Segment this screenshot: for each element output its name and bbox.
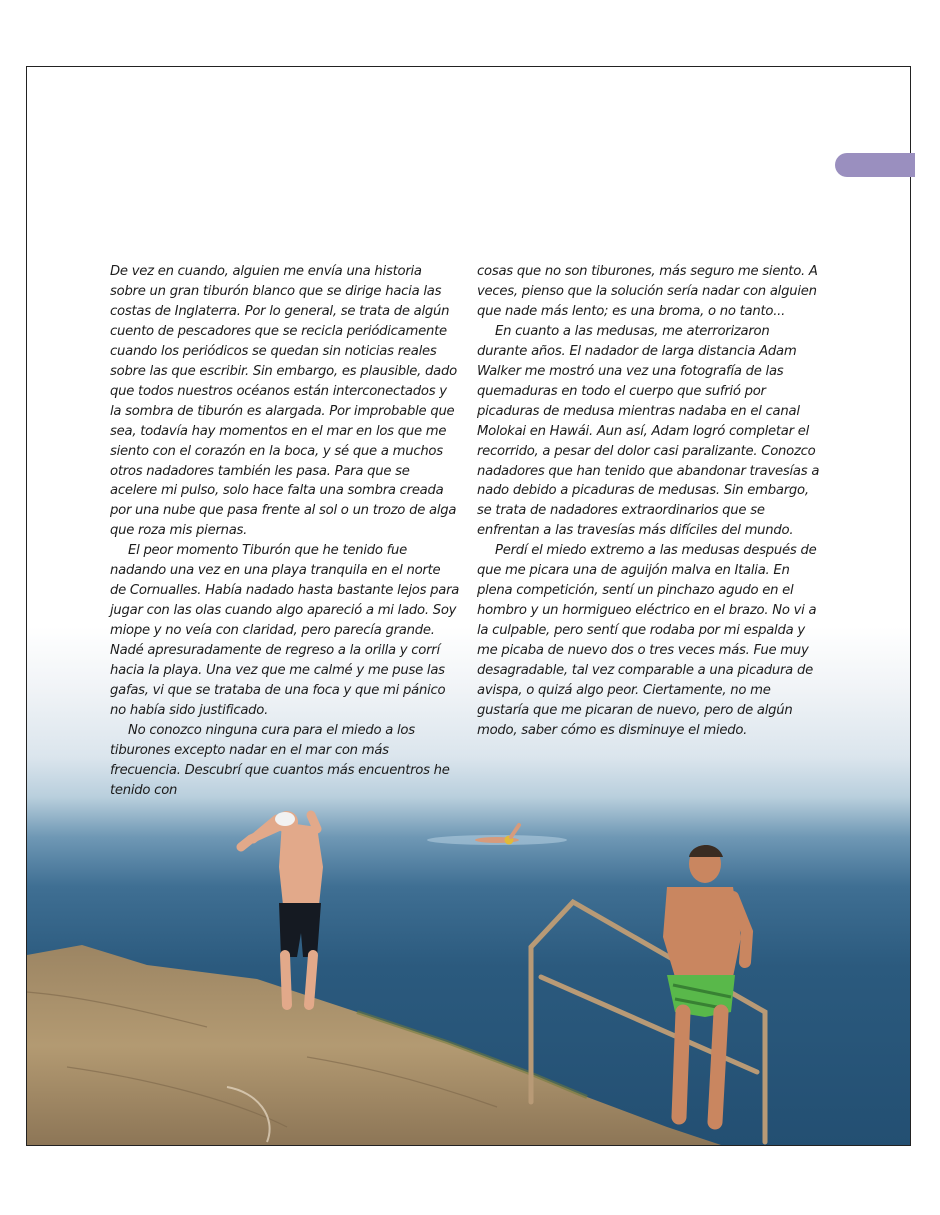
paragraph: El peor momento Tiburón que he tenido fue nadando una vez en una playa tranquila en el norte de Cornualles. Había nadado hasta bastante lejos para jugar con las olas cuando algo apareció a mi lado. Soy miope y no veía con claridad, pero parecía grande. Nadé apresuradamente de regreso a la orilla y corrí hacia la playa. Una vez que me calmé y me puse las gafas, vi que se trataba de una foca y que mi pánico no había sido justificado. [110, 543, 460, 718]
paragraph: cosas que no son tiburones, más seguro me siento. A veces, pienso que la solución sería nadar con alguien que nade más lento; es una broma, o no tanto... [477, 264, 818, 319]
paragraph: Perdí el miedo extremo a las medusas después de que me picara una de aguijón malva en Italia. En plena competición, sentí un pinchazo agudo en el hombro y un hormigueo eléctrico en el brazo. No vi a la culpable, pero sentí que rodaba por mi espalda y me picaba de nuevo dos o tres veces más. Fue muy desagradable, tal vez comparable a una picadura de avispa, o quizá algo peor. Ciertamente, no me gustaría que me picaran de nuevo, pero de algún modo, saber cómo es disminuye el miedo. [477, 543, 817, 738]
paragraph: De vez en cuando, alguien me envía una historia sobre un gran tiburón blanco que se dirige hacia las costas de Inglaterra. Por lo general, se trata de algún cuento de pescadores que se recicla periódicamente cuando los periódicos se quedan sin noticias reales sobre las que escribir. Sin embargo, es plausible, dado que todos nuestros océanos están interconectados y la sombra de tiburón es alargada. Por improbable que sea, todavía hay momentos en el mar en los que me siento con el corazón en la boca, y sé que a muchos otros nadadores también les pasa. Para que se acelere mi pulso, solo hace falta una sombra creada por una nube que pasa frente al sol o un trozo de alga que roza mis piernas. [110, 264, 457, 539]
swimmer-standing-left [241, 811, 323, 1005]
article-column-right [477, 262, 822, 741]
article-column-left [110, 262, 460, 801]
section-tab-marker [835, 153, 915, 177]
concrete-pier [27, 945, 727, 1146]
paragraph: No conozco ninguna cura para el miedo a los tiburones excepto nadar en el mar con más frecuencia. Descubrí que cuantos más encuentros he tenido con [110, 722, 450, 798]
page-frame [26, 66, 911, 1146]
swimmer-figure [475, 825, 519, 845]
paragraph: En cuanto a las medusas, me aterrorizaron durante años. El nadador de larga distancia Adam Walker me mostró una vez una fotografía de las quemaduras en todo el cuerpo que sufrió por picaduras de medusa mientras nadaba en el canal Molokai en Hawái. Aun así, Adam logró completar el recorrido, a pesar del dolor casi paralizante. Conozco nadadores que han tenido que abandonar travesías a nado debido a picaduras de medusas. Sin embargo, se trata de nadadores extraordinarios que se enfrentan a las travesías más difíciles del mundo. [477, 323, 820, 539]
swimmer-standing-right [663, 845, 747, 1122]
